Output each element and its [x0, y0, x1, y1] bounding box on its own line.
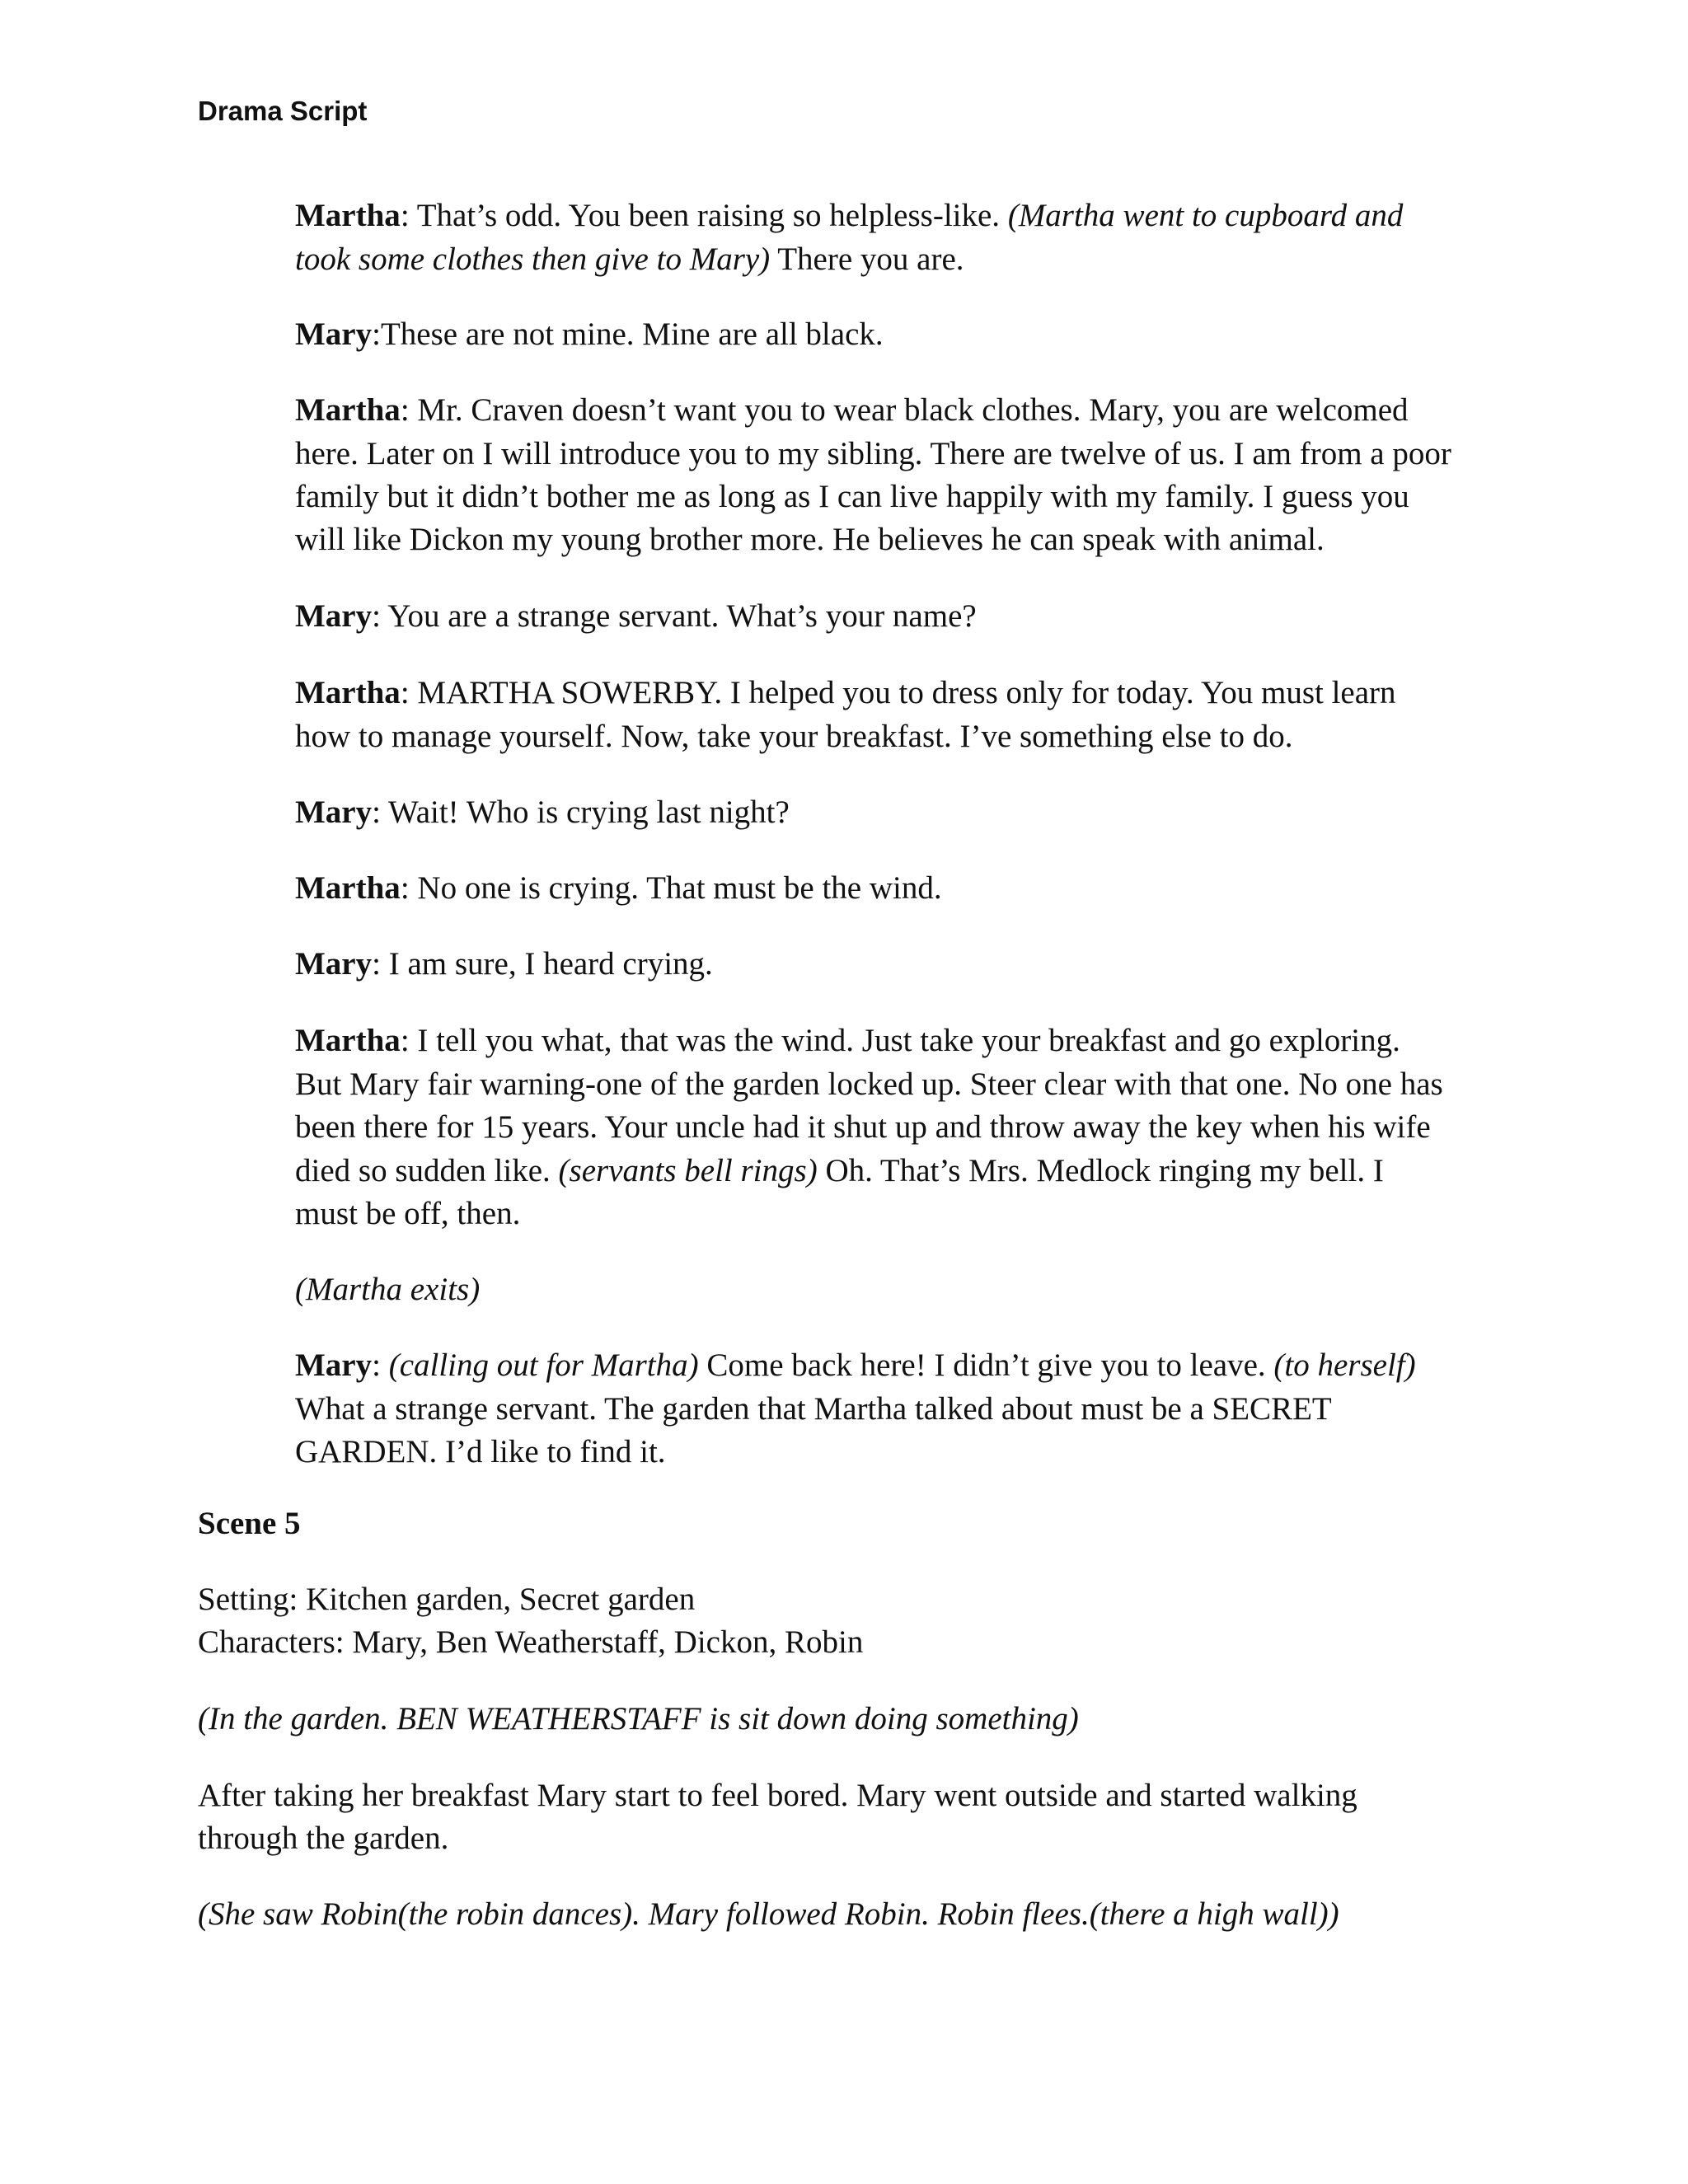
dialogue-line: But Mary fair warning-one of the garden locked up. Steer clear with that one. No one has	[295, 1066, 1443, 1102]
stage-direction: (Martha exits)	[295, 1272, 481, 1307]
scene-setting: Setting: Kitchen garden, Secret garden	[198, 1582, 696, 1617]
dialogue-text: That’s odd. You been raising so helpless-like.	[416, 198, 1008, 233]
dialogue-text: Come back here! I didn’t give you to leave.	[698, 1347, 1274, 1383]
dialogue-line: Martha: No one is crying. That must be the wind.	[295, 870, 942, 906]
dialogue-line: here. Later on I will introduce you to my sibling. There are twelve of us. I am from a poor	[295, 436, 1451, 471]
speaker-name: Martha	[295, 1023, 401, 1058]
dialogue-line: Mary:These are not mine. Mine are all black.	[295, 316, 884, 352]
dialogue-text: You are a strange servant. What’s your name?	[387, 598, 977, 634]
dialogue-line: family but it didn’t bother me as long as I can live happily with my family. I guess you	[295, 479, 1409, 514]
dialogue-line: Martha: I tell you what, that was the wind. Just take your breakfast and go exploring.	[295, 1023, 1400, 1058]
narrative-line: After taking her breakfast Mary start to feel bored. Mary went outside and started walking	[198, 1778, 1357, 1813]
dialogue-text: No one is crying. That must be the wind.	[417, 870, 942, 906]
dialogue-line	[295, 1155, 1384, 1187]
dialogue-line: Mary: I am sure, I heard crying.	[295, 946, 713, 982]
scene-characters: Characters: Mary, Ben Weatherstaff, Dickon, Robin	[198, 1624, 864, 1660]
speaker-name: Mary	[295, 316, 373, 352]
page-header: Drama Script	[198, 96, 368, 126]
dialogue-text: Mr. Craven doesn’t want you to wear black clothes. Mary, you are welcomed	[417, 392, 1409, 428]
speaker-name: Martha	[295, 392, 401, 428]
dialogue-line: Martha: Mr. Craven doesn’t want you to wear black clothes. Mary, you are welcomed	[295, 392, 1409, 428]
stage-direction: (calling out for Martha)	[388, 1347, 699, 1383]
stage-direction: (to herself)	[1273, 1347, 1416, 1383]
dialogue-text: I tell you what, that was the wind. Just take your breakfast and go exploring.	[417, 1023, 1400, 1058]
stage-direction: (servants bell rings)	[558, 1153, 818, 1188]
dialogue-text: There you are.	[770, 241, 964, 277]
dialogue-line: must be off, then.	[295, 1196, 521, 1231]
dialogue-line: Martha: MARTHA SOWERBY. I helped you to dress only for today. You must learn	[295, 675, 1396, 710]
speaker-name: Martha	[295, 198, 401, 233]
dialogue-text: These are not mine. Mine are all black.	[380, 316, 884, 352]
dialogue-text: Oh. That’s Mrs. Medlock ringing my bell. I	[817, 1153, 1384, 1188]
speaker-name: Mary	[295, 946, 373, 982]
stage-direction: (Martha went to cupboard and	[1007, 198, 1404, 233]
narrative-line: through the garden.	[198, 1821, 449, 1856]
speaker-name: Martha	[295, 675, 401, 710]
scene-heading: Scene 5	[198, 1506, 301, 1541]
speaker-name: Mary	[295, 1347, 373, 1383]
dialogue-line: Mary: Wait! Who is crying last night?	[295, 794, 790, 830]
dialogue-line: Martha: That’s odd. You been raising so helpless-like. (Martha went to cupboard and	[295, 198, 1404, 233]
stage-direction: took some clothes then give to Mary)	[295, 241, 771, 277]
dialogue-line: how to manage yourself. Now, take your breakfast. I’ve something else to do.	[295, 719, 1293, 754]
dialogue-line: What a strange servant. The garden that Martha talked about must be a SECRET	[295, 1391, 1332, 1427]
dialogue-line: GARDEN. I’d like to find it.	[295, 1434, 666, 1469]
speaker-name: Martha	[295, 870, 401, 906]
dialogue-line: Mary: (calling out for Martha) Come back here! I didn’t give you to leave. (to herself)	[295, 1347, 1416, 1383]
dialogue-text: Wait! Who is crying last night?	[388, 794, 790, 830]
dialogue-text: died so sudden like.	[295, 1153, 559, 1188]
dialogue-text: I am sure, I heard crying.	[388, 946, 713, 982]
speaker-name: Mary	[295, 794, 373, 830]
dialogue-line: been there for 15 years. Your uncle had it shut up and throw away the key when his wife	[295, 1109, 1431, 1145]
speaker-name: Mary	[295, 598, 373, 634]
stage-direction: (She saw Robin(the robin dances). Mary followed Robin. Robin flees.(there a high wall))	[198, 1896, 1339, 1932]
dialogue-line: Mary: You are a strange servant. What’s your name?	[295, 598, 977, 634]
dialogue-line	[295, 243, 964, 275]
stage-direction: (In the garden. BEN WEATHERSTAFF is sit down doing something)	[198, 1701, 1079, 1736]
dialogue-line: will like Dickon my young brother more. He believes he can speak with animal.	[295, 522, 1325, 557]
dialogue-text: MARTHA SOWERBY. I helped you to dress only for today. You must learn	[417, 675, 1396, 710]
